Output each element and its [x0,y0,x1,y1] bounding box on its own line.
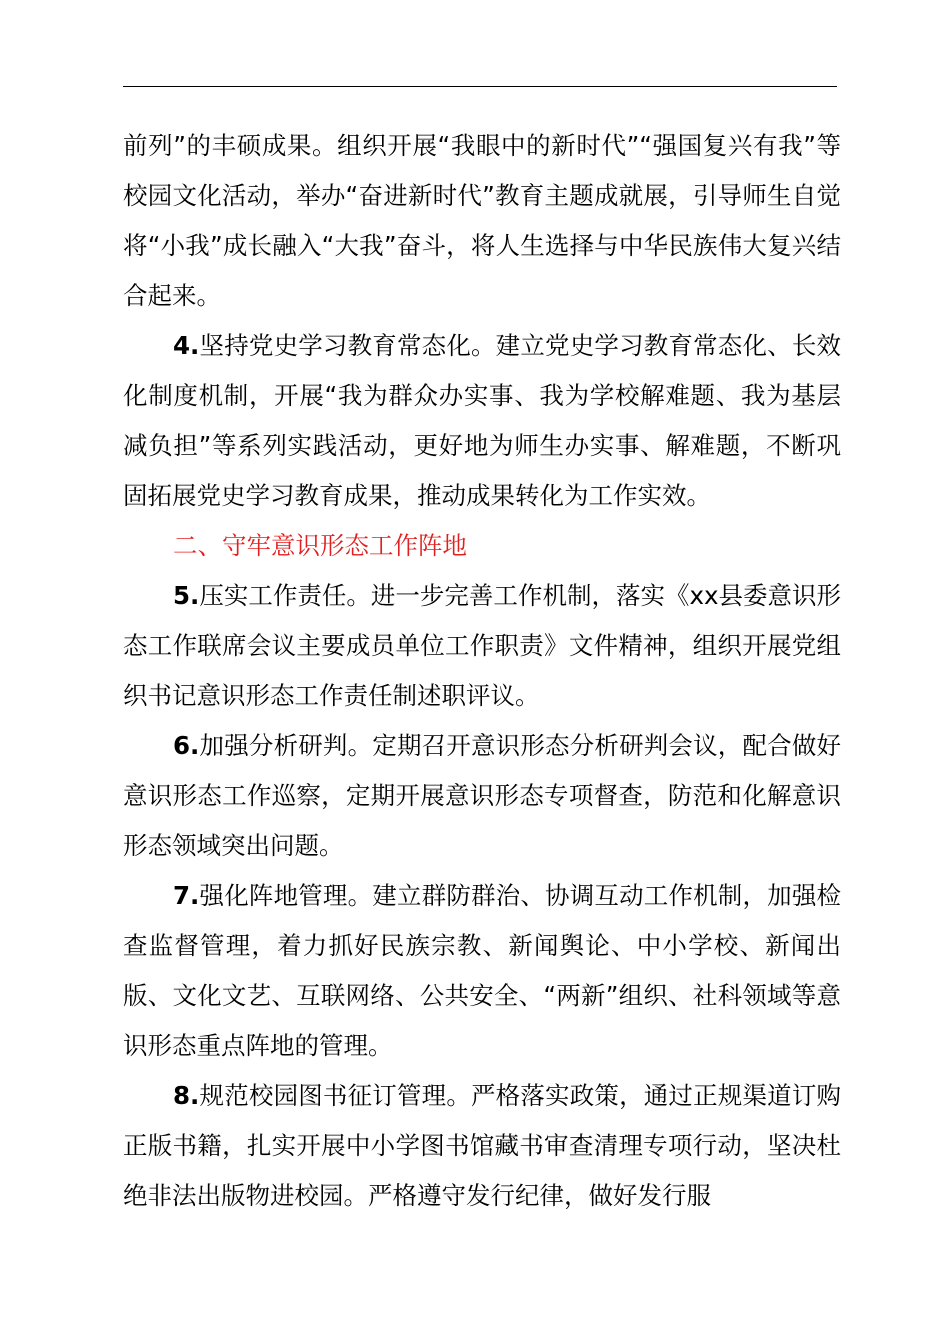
paragraph-number: 4. [173,331,200,360]
paragraph-text: 坚持党史学习教育常态化。建立党史学习教育常态化、长效化制度机制，开展“我为群众办实事、我为学校解难题、我为基层减负担”等系列实践活动，更好地为师生办实事、解难题，不断巩固拓展党史学习教育成果，推动成果转化为工作实效。 [123,331,841,510]
paragraph-text: 规范校园图书征订管理。严格落实政策，通过正规渠道订购正版书籍，扎实开展中小学图书馆藏书审查清理专项行动，坚决杜绝非法出版物进校园。严格遵守发行纪律，做好发行服 [123,1081,841,1210]
paragraph-number: 5. [173,581,200,610]
section-heading: 二、守牢意识形态工作阵地 [173,531,467,560]
paragraph-item-7 [123,871,841,1071]
paragraph-number: 8. [173,1081,200,1110]
paragraph-text: 前列”的丰硕成果。组织开展“我眼中的新时代”“强国复兴有我”等校园文化活动，举办“奋进新时代”教育主题成就展，引导师生自觉将“小我”成长融入“大我”奋斗，将人生选择与中华民族伟大复兴结合起来。 [123,131,841,310]
paragraph-number: 7. [173,881,200,910]
paragraph-continuation [123,121,841,321]
document-body [123,121,841,1221]
paragraph-item-6 [123,721,841,871]
paragraph-number: 6. [173,731,200,760]
paragraph-item-5 [123,571,841,721]
paragraph-item-8 [123,1071,841,1221]
paragraph-text: 强化阵地管理。建立群防群治、协调互动工作机制，加强检查监督管理，着力抓好民族宗教、新闻舆论、中小学校、新闻出版、文化文艺、互联网络、公共安全、“两新”组织、社科领域等意识形态重点阵地的管理。 [123,881,841,1060]
paragraph-text: 压实工作责任。进一步完善工作机制，落实《xx县委意识形态工作联席会议主要成员单位工作职责》文件精神，组织开展党组织书记意识形态工作责任制述职评议。 [123,581,841,710]
header-rule [123,86,837,87]
paragraph-text: 加强分析研判。定期召开意识形态分析研判会议，配合做好意识形态工作巡察，定期开展意识形态专项督查，防范和化解意识形态领域突出问题。 [123,731,841,860]
paragraph-item-4 [123,321,841,521]
